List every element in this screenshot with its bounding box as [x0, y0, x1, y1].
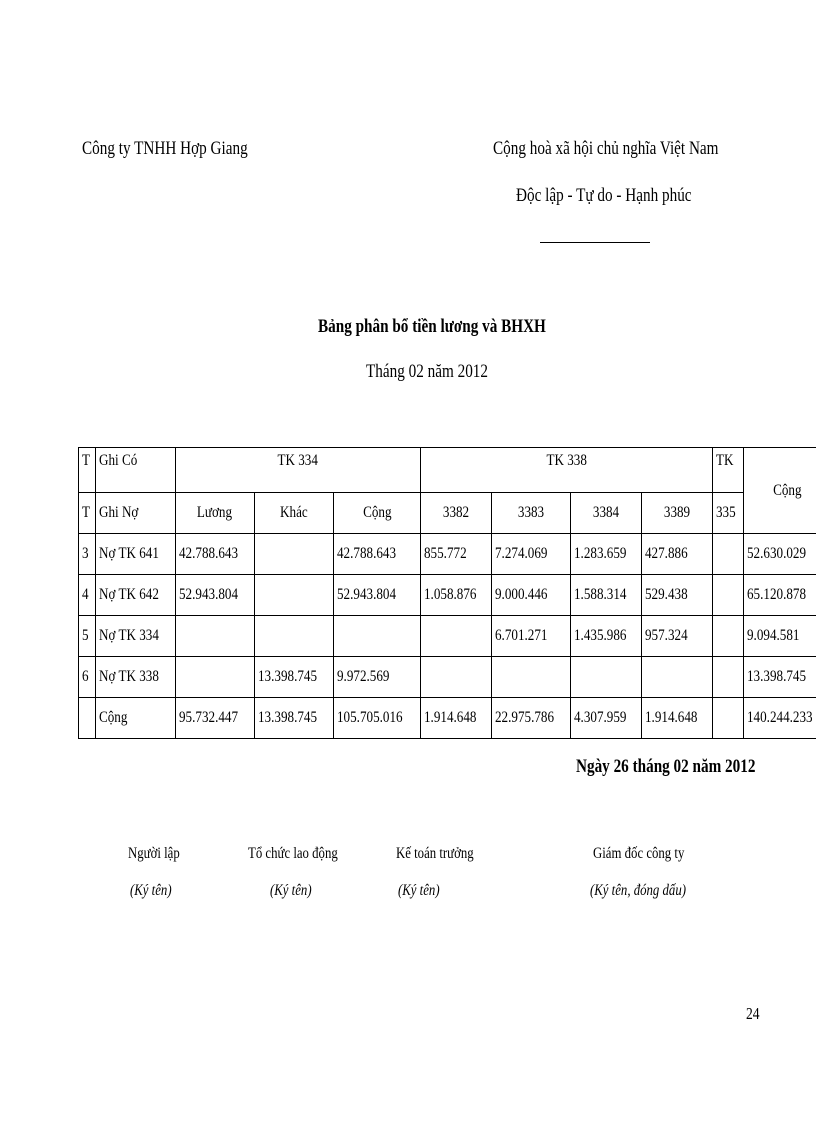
- cell-total: 52.630.029: [743, 534, 816, 575]
- cell-cong-334: 9.972.569: [333, 657, 420, 698]
- cell-account: Nợ TK 338: [95, 657, 175, 698]
- cell-cong-334: 105.705.016: [333, 698, 420, 739]
- cell-cong-334: [333, 616, 420, 657]
- cell-account: Nợ TK 642: [95, 575, 175, 616]
- signature-note-labor: (Ký tên): [270, 882, 312, 899]
- cell-luong: 52.943.804: [175, 575, 254, 616]
- cell-tk335: [712, 657, 743, 698]
- cell-3384: 4.307.959: [570, 698, 641, 739]
- cell-3384: 1.435.986: [570, 616, 641, 657]
- cell-3384: [570, 657, 641, 698]
- document-title: Bảng phân bổ tiền lương và BHXH: [318, 316, 546, 337]
- national-title: Cộng hoà xã hội chủ nghĩa Việt Nam: [493, 138, 719, 159]
- table-row: [79, 657, 816, 698]
- motto-underline: [540, 242, 650, 243]
- cell-tk335: [712, 575, 743, 616]
- cell-khac: [254, 616, 333, 657]
- cell-khac: [254, 534, 333, 575]
- cell-3383: [491, 657, 570, 698]
- signature-note-director: (Ký tên, đóng dấu): [590, 882, 686, 899]
- table-row: [79, 616, 816, 657]
- header-tk335-top: TK: [712, 448, 743, 493]
- national-motto: Độc lập - Tự do - Hạnh phúc: [516, 185, 692, 206]
- table-row: [79, 575, 816, 616]
- cell-3383: 6.701.271: [491, 616, 570, 657]
- cell-3383: 9.000.446: [491, 575, 570, 616]
- signature-role-preparer: Người lập: [128, 845, 180, 862]
- cell-khac: [254, 575, 333, 616]
- cell-account: Nợ TK 641: [95, 534, 175, 575]
- cell-tt: 4: [79, 575, 96, 616]
- table-row: [79, 534, 816, 575]
- signature-note-preparer: (Ký tên): [130, 882, 172, 899]
- cell-3383: 7.274.069: [491, 534, 570, 575]
- cell-3384: 1.283.659: [570, 534, 641, 575]
- cell-luong: [175, 616, 254, 657]
- cell-3383: 22.975.786: [491, 698, 570, 739]
- header-tk334: TK 334: [175, 448, 420, 493]
- header-3384: 3384: [570, 493, 641, 534]
- header-tt-top: T: [79, 448, 96, 493]
- header-3389: 3389: [641, 493, 712, 534]
- cell-3382: [420, 616, 491, 657]
- document-period: Tháng 02 năm 2012: [366, 361, 489, 382]
- cell-tt: 3: [79, 534, 96, 575]
- page-number: 24: [746, 1004, 760, 1023]
- header-tk338: TK 338: [420, 448, 712, 493]
- signature-role-director: Giám đốc công ty: [593, 845, 685, 862]
- cell-3389: 957.324: [641, 616, 712, 657]
- cell-3382: 855.772: [420, 534, 491, 575]
- header-cong-334: Cộng: [333, 493, 420, 534]
- cell-khac: 13.398.745: [254, 698, 333, 739]
- cell-3389: [641, 657, 712, 698]
- table-header-row-1: [79, 448, 816, 493]
- signature-note-chief-accountant: (Ký tên): [398, 882, 440, 899]
- cell-tk335: [712, 534, 743, 575]
- cell-tt: [79, 698, 96, 739]
- header-debit-label: Ghi Nợ: [95, 493, 175, 534]
- cell-total: 65.120.878: [743, 575, 816, 616]
- header-luong: Lương: [175, 493, 254, 534]
- cell-3382: 1.914.648: [420, 698, 491, 739]
- cell-tt: 5: [79, 616, 96, 657]
- cell-tt: 6: [79, 657, 96, 698]
- date-line: Ngày 26 tháng 02 năm 2012: [576, 756, 756, 777]
- cell-3382: 1.058.876: [420, 575, 491, 616]
- table-total-row: [79, 698, 816, 739]
- cell-luong: 42.788.643: [175, 534, 254, 575]
- table-header-row-2: [79, 493, 816, 534]
- cell-account: Nợ TK 334: [95, 616, 175, 657]
- cell-3382: [420, 657, 491, 698]
- signature-role-labor: Tổ chức lao động: [248, 845, 338, 862]
- header-tk335-bottom: 335: [712, 493, 743, 534]
- signature-role-chief-accountant: Kế toán trưởng: [396, 845, 474, 862]
- company-name: Công ty TNHH Hợp Giang: [82, 138, 248, 159]
- cell-3389: 427.886: [641, 534, 712, 575]
- cell-account: Cộng: [95, 698, 175, 739]
- cell-3389: 1.914.648: [641, 698, 712, 739]
- header-3382: 3382: [420, 493, 491, 534]
- header-total: Cộng: [743, 448, 816, 534]
- header-khac: Khác: [254, 493, 333, 534]
- cell-cong-334: 42.788.643: [333, 534, 420, 575]
- cell-3384: 1.588.314: [570, 575, 641, 616]
- header-tt-bottom: T: [79, 493, 96, 534]
- cell-total: 140.244.233: [743, 698, 816, 739]
- salary-allocation-table: [78, 447, 816, 739]
- cell-total: 9.094.581: [743, 616, 816, 657]
- cell-total: 13.398.745: [743, 657, 816, 698]
- cell-luong: 95.732.447: [175, 698, 254, 739]
- cell-tk335: [712, 616, 743, 657]
- cell-3389: 529.438: [641, 575, 712, 616]
- header-3383: 3383: [491, 493, 570, 534]
- cell-tk335: [712, 698, 743, 739]
- cell-luong: [175, 657, 254, 698]
- cell-cong-334: 52.943.804: [333, 575, 420, 616]
- header-credit-label: Ghi Có: [95, 448, 175, 493]
- cell-khac: 13.398.745: [254, 657, 333, 698]
